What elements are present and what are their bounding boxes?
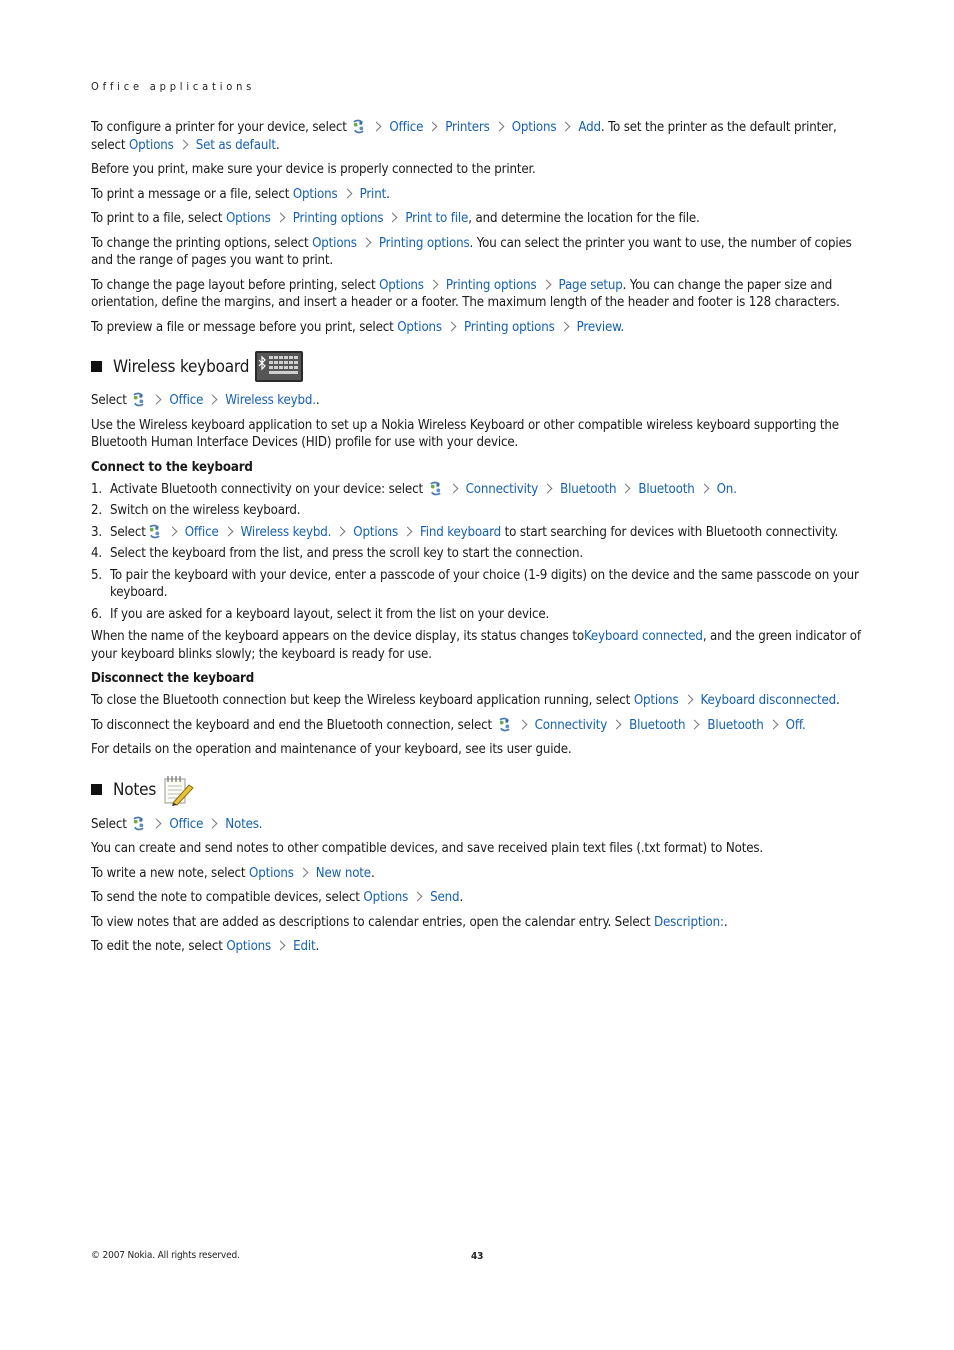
- link-bluetooth[interactable]: Bluetooth: [707, 717, 764, 733]
- subheading-connect-keyboard: Connect to the keyboard: [91, 459, 253, 475]
- chevron-right-icon: [403, 526, 413, 536]
- menu-icon: [147, 524, 162, 539]
- link-office[interactable]: Office: [169, 816, 204, 832]
- notes-select-paragraph: Select Office Notes.: [91, 816, 263, 832]
- link-bluetooth[interactable]: Bluetooth: [560, 481, 617, 497]
- edit-note-paragraph: To edit the note, select Options Edit.: [91, 939, 320, 954]
- close-connection-paragraph: To close the Bluetooth connection but keep the Wireless keyboard application running, select Options Keyboard disconnected.: [91, 693, 840, 708]
- chevron-right-icon: [336, 526, 346, 536]
- wireless-select-paragraph: Select Office Wireless keybd..: [91, 393, 320, 408]
- chevron-right-icon: [208, 818, 218, 828]
- chevron-right-icon: [621, 483, 631, 493]
- page-number: 43: [471, 1251, 484, 1262]
- link-print[interactable]: Print: [359, 186, 387, 202]
- keyboard-status-paragraph: When the name of the keyboard appears on the device display, its status changes toKeyboard connected, and the green indicator of your keyboard blinks slowly; the keyboard is ready for use.: [91, 629, 861, 662]
- link-find-keyboard[interactable]: Find keyboard: [420, 524, 502, 540]
- link-on[interactable]: On: [716, 481, 734, 497]
- chevron-right-icon: [494, 122, 504, 132]
- link-options[interactable]: Options: [128, 137, 174, 153]
- link-keyboard-connected[interactable]: Keyboard connected: [583, 629, 703, 644]
- link-options[interactable]: Options: [363, 890, 409, 905]
- chevron-right-icon: [448, 483, 458, 493]
- chevron-right-icon: [152, 818, 162, 828]
- list-item: 4. Select the keyboard from the list, and press the scroll key to start the connection.: [91, 546, 583, 561]
- link-edit[interactable]: Edit: [293, 939, 316, 954]
- link-office[interactable]: Office: [389, 120, 424, 135]
- link-send[interactable]: Send: [430, 890, 460, 905]
- chevron-right-icon: [561, 122, 571, 132]
- link-options[interactable]: Options: [312, 235, 357, 251]
- chevron-right-icon: [612, 719, 622, 729]
- chevron-right-icon: [517, 719, 527, 729]
- wireless-intro-paragraph: Use the Wireless keyboard application to set up a Nokia Wireless Keyboard or other compatible wireless keyboard supporting the Bluetooth Human Interface Devices (HID) profile for use with your device.: [91, 417, 839, 450]
- printer-config-paragraph: To configure a printer for your device, select Office Printers Options Add. To set the printer as the default printer, select Options Set as default.: [91, 120, 837, 153]
- link-options[interactable]: Options: [397, 319, 442, 335]
- print-to-file-paragraph: To print to a file, select Options Printing options Print to file, and determine the location for the file.: [91, 211, 700, 226]
- link-office[interactable]: Office: [169, 393, 204, 408]
- chevron-right-icon: [223, 526, 233, 536]
- link-keyboard-disconnected[interactable]: Keyboard disconnected: [700, 693, 837, 708]
- notes-intro-paragraph: You can create and send notes to other compatible devices, and save received plain text files (.txt format) to Notes.: [91, 841, 764, 856]
- section-heading-notes: Notes: [91, 773, 867, 807]
- link-print-to-file[interactable]: Print to file: [405, 211, 469, 226]
- print-message-paragraph: To print a message or a file, select Options Print.: [91, 186, 390, 202]
- link-printers[interactable]: Printers: [445, 120, 490, 135]
- chevron-right-icon: [768, 719, 778, 729]
- chevron-right-icon: [152, 395, 162, 405]
- subheading-disconnect-keyboard: Disconnect the keyboard: [91, 671, 255, 686]
- link-wireless-keybd[interactable]: Wireless keybd.: [240, 524, 332, 540]
- chevron-right-icon: [699, 483, 709, 493]
- link-printing-options[interactable]: Printing options: [463, 319, 555, 335]
- link-options[interactable]: Options: [379, 277, 424, 293]
- chevron-right-icon: [543, 483, 553, 493]
- link-office[interactable]: Office: [184, 524, 219, 540]
- chevron-right-icon: [342, 188, 352, 198]
- link-bluetooth[interactable]: Bluetooth: [629, 717, 686, 733]
- notes-icon: [161, 773, 195, 807]
- chevron-right-icon: [559, 321, 569, 331]
- chevron-right-icon: [683, 695, 693, 705]
- chevron-right-icon: [447, 321, 457, 331]
- link-options[interactable]: Options: [353, 524, 399, 540]
- link-preview[interactable]: Preview: [576, 319, 621, 335]
- list-item: 1. Activate Bluetooth connectivity on your device: select Connectivity Bluetooth Bluetooth On.: [91, 481, 737, 497]
- printing-options-paragraph: To change the printing options, select Options Printing options. You can select the printer you want to use, the number of copies and the range of pages you want to print.: [91, 235, 852, 268]
- chevron-right-icon: [428, 122, 438, 132]
- link-off[interactable]: Off: [785, 717, 802, 733]
- chevron-right-icon: [413, 892, 423, 902]
- link-printing-options[interactable]: Printing options: [292, 211, 384, 226]
- link-bluetooth[interactable]: Bluetooth: [638, 481, 695, 497]
- bullet-square-icon: [91, 361, 102, 372]
- menu-icon: [428, 481, 443, 496]
- menu-icon: [131, 816, 146, 831]
- chevron-right-icon: [428, 279, 438, 289]
- link-options[interactable]: Options: [249, 865, 294, 881]
- menu-icon: [131, 392, 146, 407]
- chevron-right-icon: [276, 941, 286, 951]
- copyright-notice: © 2007 Nokia. All rights reserved.: [91, 1250, 240, 1261]
- chevron-right-icon: [275, 213, 285, 223]
- list-item: 3. Select Office Wireless keybd. Options Find keyboard to start searching for devices with Bluetooth connectivity.: [91, 524, 839, 540]
- document-body: [91, 119, 867, 963]
- section-heading-wireless-keyboard: Wireless keyboard: [91, 350, 867, 383]
- disconnect-paragraph: To disconnect the keyboard and end the Bluetooth connection, select Connectivity Bluetooth Bluetooth Off.: [91, 717, 806, 733]
- page-header: Office applications: [91, 80, 256, 93]
- chevron-right-icon: [361, 237, 371, 247]
- menu-icon: [497, 717, 512, 732]
- link-printing-options[interactable]: Printing options: [445, 277, 537, 293]
- link-description[interactable]: Description:: [654, 914, 724, 930]
- chevron-right-icon: [208, 395, 218, 405]
- list-item: 6. If you are asked for a keyboard layout, select it from the list on your device.: [91, 606, 550, 622]
- link-add[interactable]: Add: [578, 120, 601, 135]
- link-set-as-default[interactable]: Set as default: [195, 137, 276, 153]
- chevron-right-icon: [541, 279, 551, 289]
- link-new-note[interactable]: New note: [315, 865, 371, 881]
- link-notes[interactable]: Notes: [225, 816, 259, 832]
- link-connectivity[interactable]: Connectivity: [534, 717, 608, 733]
- chevron-right-icon: [690, 719, 700, 729]
- preview-paragraph: To preview a file or message before you print, select Options Printing options Preview.: [91, 319, 625, 335]
- connect-printer-paragraph: Before you print, make sure your device is properly connected to the printer.: [91, 162, 536, 177]
- list-item: 5. To pair the keyboard with your device, enter a passcode of your choice (1-9 digits) on the device and the same passcode on your keyboard.: [91, 567, 859, 600]
- wireless-keyboard-icon: [254, 350, 304, 383]
- link-options[interactable]: Options: [511, 120, 557, 135]
- link-options[interactable]: Options: [292, 186, 338, 202]
- send-note-paragraph: To send the note to compatible devices, select Options Send.: [91, 890, 464, 905]
- connect-steps-list: [91, 481, 867, 624]
- link-options[interactable]: Options: [226, 939, 272, 954]
- chevron-right-icon: [372, 122, 382, 132]
- chevron-right-icon: [167, 526, 177, 536]
- write-note-paragraph: To write a new note, select Options New note.: [91, 865, 375, 881]
- link-printing-options[interactable]: Printing options: [378, 235, 470, 251]
- view-note-paragraph: To view notes that are added as descriptions to calendar entries, open the calendar entry. Select Description:.: [91, 914, 728, 930]
- chevron-right-icon: [178, 139, 188, 149]
- link-options[interactable]: Options: [633, 693, 679, 708]
- chevron-right-icon: [388, 213, 398, 223]
- page-layout-paragraph: To change the page layout before printing, select Options Printing options Page setup. You can change the paper size and orientation, define the margins, and insert a header or a footer. The maximum length of the header and footer is 128 characters.: [91, 277, 840, 310]
- list-item: 2. Switch on the wireless keyboard.: [91, 503, 301, 518]
- link-connectivity[interactable]: Connectivity: [465, 481, 539, 497]
- chevron-right-icon: [298, 867, 308, 877]
- menu-icon: [351, 119, 366, 134]
- link-options[interactable]: Options: [225, 211, 271, 226]
- link-page-setup[interactable]: Page setup: [558, 277, 623, 293]
- bullet-square-icon: [91, 784, 102, 795]
- link-wireless-keybd[interactable]: Wireless keybd.: [225, 393, 316, 408]
- user-guide-paragraph: For details on the operation and maintenance of your keyboard, see its user guide.: [91, 742, 572, 757]
